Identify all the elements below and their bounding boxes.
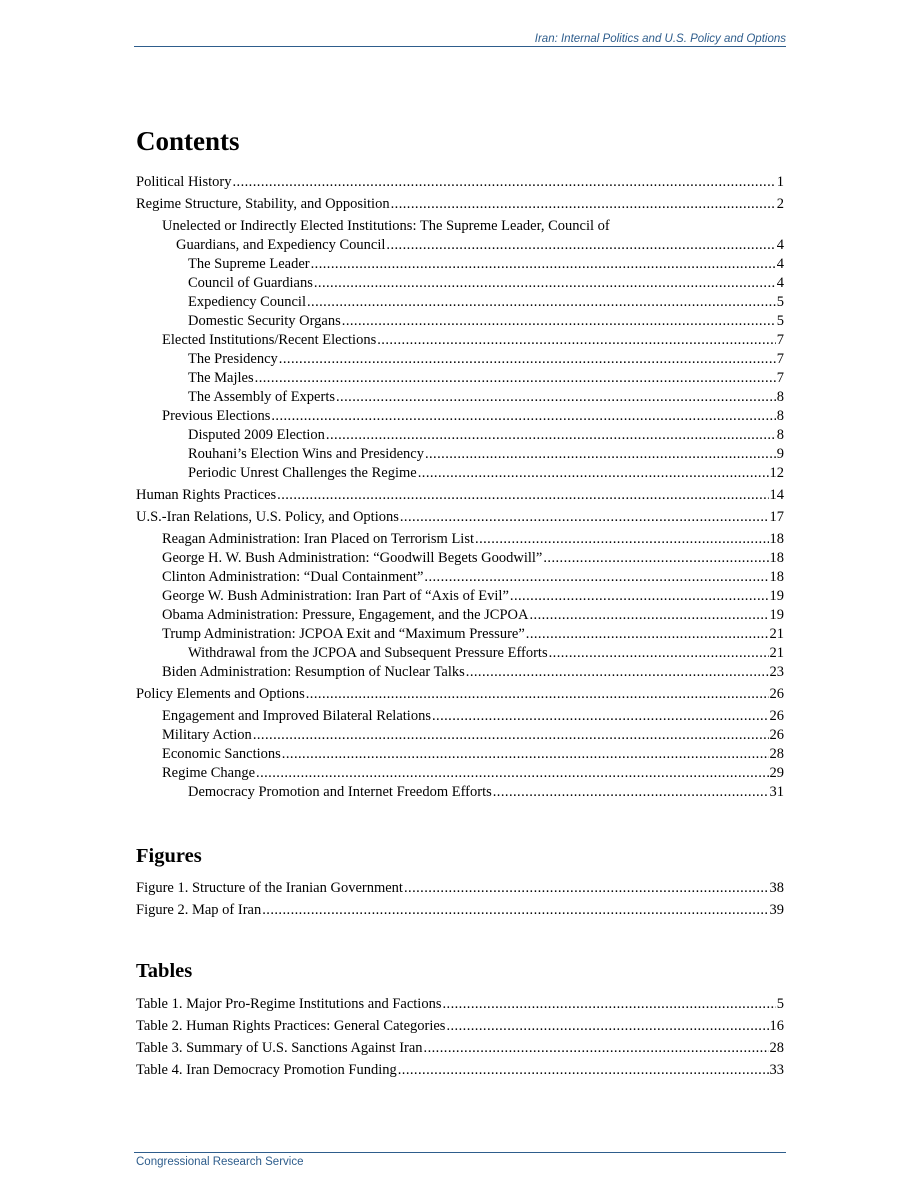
- toc-entry[interactable]: Trump Administration: JCPOA Exit and “Maximum Pressure” . . . 21: [136, 625, 784, 644]
- toc-entry[interactable]: Elected Institutions/Recent Elections . . . 7: [136, 331, 784, 350]
- toc-entry-line2: Guardians, and Expediency Council . . . 4: [136, 236, 784, 255]
- table-entry[interactable]: Table 1. Major Pro-Regime Institutions and Factions . . . 5: [136, 995, 784, 1014]
- figures-list: [136, 879, 784, 920]
- toc-entry[interactable]: Council of Guardians . . . 4: [136, 274, 784, 293]
- toc-entry[interactable]: The Presidency . . . 7: [136, 350, 784, 369]
- toc-entry[interactable]: The Supreme Leader . . . 4: [136, 255, 784, 274]
- toc-entry[interactable]: Obama Administration: Pressure, Engagement, and the JCPOA . . . 19: [136, 606, 784, 625]
- toc-entry[interactable]: Withdrawal from the JCPOA and Subsequent Pressure Efforts . . . 21: [136, 644, 784, 663]
- toc-entry[interactable]: Economic Sanctions . . . 28: [136, 745, 784, 764]
- tables-list: [136, 995, 784, 1080]
- toc-entry[interactable]: Expediency Council . . . 5: [136, 293, 784, 312]
- toc-entry[interactable]: George W. Bush Administration: Iran Part of “Axis of Evil” . . . 19: [136, 587, 784, 606]
- toc-entry[interactable]: Regime Change . . . 29: [136, 764, 784, 783]
- toc-entry[interactable]: The Assembly of Experts . . . 8: [136, 388, 784, 407]
- toc-entry-wrapped[interactable]: [136, 217, 784, 255]
- header-title: Iran: Internal Politics and U.S. Policy and Options: [534, 33, 786, 45]
- figure-entry[interactable]: Figure 1. Structure of the Iranian Government . . . 38: [136, 879, 784, 898]
- toc-entry[interactable]: Periodic Unrest Challenges the Regime . . . 12: [136, 464, 784, 483]
- toc-entry[interactable]: Clinton Administration: “Dual Containment” . . . 18: [136, 568, 784, 587]
- toc-entry[interactable]: Previous Elections . . . 8: [136, 407, 784, 426]
- table-entry[interactable]: Table 4. Iran Democracy Promotion Funding . . . 33: [136, 1061, 784, 1080]
- toc-entry[interactable]: Domestic Security Organs . . . 5: [136, 312, 784, 331]
- toc-entry[interactable]: Engagement and Improved Bilateral Relations . . . 26: [136, 707, 784, 726]
- toc-entry[interactable]: Human Rights Practices . . . 14: [136, 486, 784, 505]
- table-entry[interactable]: Table 2. Human Rights Practices: General Categories . . . 16: [136, 1017, 784, 1036]
- toc-entry[interactable]: U.S.-Iran Relations, U.S. Policy, and Options . . . 17: [136, 508, 784, 527]
- toc-entry[interactable]: George H. W. Bush Administration: “Goodwill Begets Goodwill” . . . 18: [136, 549, 784, 568]
- footer-rule: [134, 1152, 786, 1153]
- toc-entry[interactable]: Disputed 2009 Election . . . 8: [136, 426, 784, 445]
- toc-entry[interactable]: Reagan Administration: Iran Placed on Terrorism List . . . 18: [136, 530, 784, 549]
- contents-list: [136, 173, 784, 802]
- toc-entry[interactable]: Policy Elements and Options . . . 26: [136, 685, 784, 704]
- toc-entry[interactable]: Rouhani’s Election Wins and Presidency . . . 9: [136, 445, 784, 464]
- toc-entry[interactable]: Regime Structure, Stability, and Opposition . . . 2: [136, 195, 784, 214]
- table-entry[interactable]: Table 3. Summary of U.S. Sanctions Against Iran . . . 28: [136, 1039, 784, 1058]
- toc-entry[interactable]: The Majles . . . 7: [136, 369, 784, 388]
- figure-entry[interactable]: Figure 2. Map of Iran . . . 39: [136, 901, 784, 920]
- toc-entry-line1: Unelected or Indirectly Elected Institutions: The Supreme Leader, Council of: [162, 218, 610, 234]
- tables-title: Tables: [136, 960, 193, 982]
- toc-entry[interactable]: Democracy Promotion and Internet Freedom Efforts . . . 31: [136, 783, 784, 802]
- figures-title: Figures: [136, 845, 202, 867]
- footer-org: Congressional Research Service: [136, 1156, 304, 1168]
- toc-entry[interactable]: Biden Administration: Resumption of Nuclear Talks . . . 23: [136, 663, 784, 682]
- toc-entry[interactable]: Military Action . . . 26: [136, 726, 784, 745]
- toc-entry[interactable]: Political History . . . 1: [136, 173, 784, 192]
- page-header: [134, 33, 786, 47]
- contents-title: Contents: [136, 126, 240, 156]
